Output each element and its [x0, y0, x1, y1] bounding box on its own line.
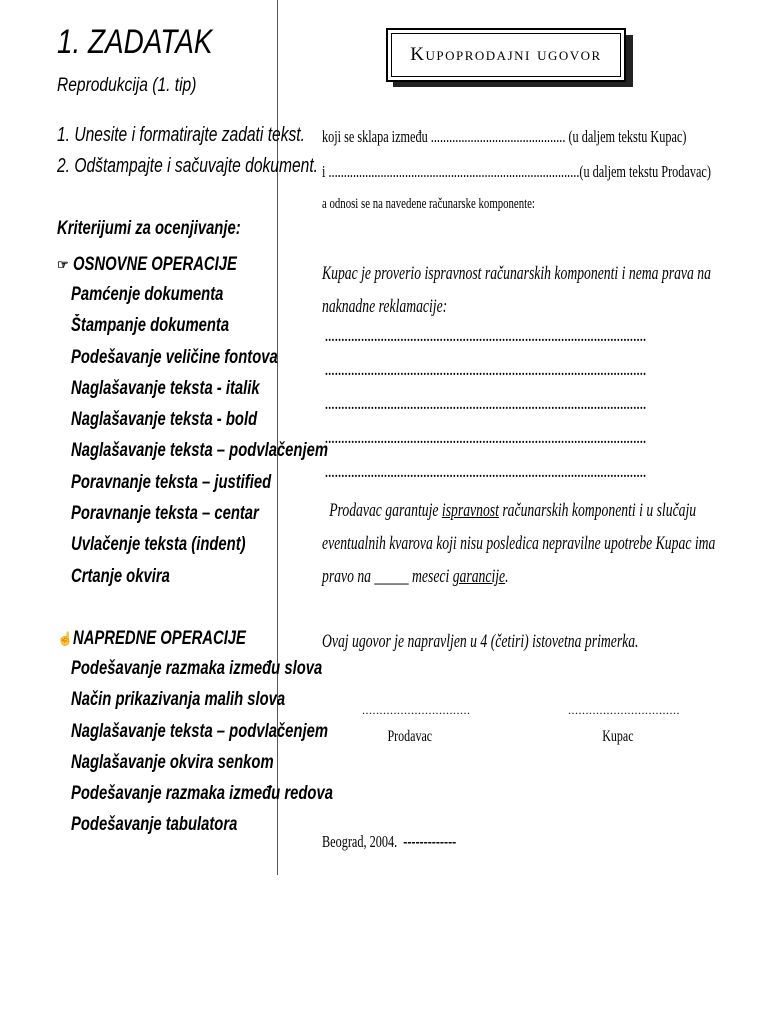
list-item: Način prikazivanja malih slova — [71, 689, 286, 711]
list-item: Naglašavanje teksta - bold — [71, 409, 258, 431]
seller-signature — [362, 703, 471, 746]
list-item: Uvlačenje teksta (indent) — [71, 534, 246, 556]
basic-operations-heading: OSNOVNE OPERACIJE — [73, 254, 237, 275]
buyer-label: Kupac — [602, 728, 634, 745]
buyer-signature — [568, 703, 680, 746]
list-item: Podešavanje razmaka između slova — [71, 658, 323, 679]
contract-line-components: a odnosi se na navedene računarske komponente: — [322, 196, 535, 212]
list-item: Podešavanje tabulatora — [71, 814, 238, 836]
paragraph-copies: Ovaj ugovor je napravljen u 4 (četiri) istovetna primerka. — [322, 631, 639, 652]
list-item: Naglašavanje teksta - italik — [71, 377, 260, 399]
contract-line-seller: i ..................................................................................(u daljem tekstu Prodavac) — [322, 162, 711, 181]
task-step: 2. Odštampajte i sačuvajte dokument. — [57, 155, 319, 177]
list-item: Podešavanje veličine fontova — [71, 346, 278, 368]
list-item: Pamćenje dokumenta — [71, 284, 224, 305]
signature-line: ............................... — [362, 703, 471, 717]
list-item: Poravnanje teksta – justified — [71, 471, 272, 493]
dotted-line: .................................................................................................. — [325, 466, 647, 481]
list-item: Naglašavanje okvira senkom — [71, 751, 274, 773]
title-box — [386, 28, 626, 82]
contract-title: Kupoprodajni ugovor — [410, 44, 602, 65]
dotted-line: .................................................................................................. — [325, 398, 647, 413]
paragraph-warranty: Prodavac garantuje ispravnost računarskih komponenti i u slučaju eventualnih kvarova koji nisu posledica nepravilne upotrebe Kupac ima pravo na _____ meseci garancije. — [322, 500, 716, 587]
advanced-operations-heading: NAPREDNE OPERACIJE — [73, 628, 246, 649]
contract-line-buyer: koji se sklapa između ............................................ (u daljem tekstu Kupac) — [322, 127, 687, 146]
task-step: 1. Unesite i formatirajte zadati tekst. — [57, 124, 305, 146]
dotted-line: .................................................................................................. — [325, 432, 647, 447]
signature-line: ................................ — [568, 703, 680, 717]
dotted-line: .................................................................................................. — [325, 364, 647, 379]
criteria-heading: Kriterijumi za ocenjivanje: — [57, 218, 241, 239]
seller-label: Prodavac — [387, 728, 432, 745]
paragraph-inspection: Kupac je proverio ispravnost računarskih komponenti i nema prava na naknadne reklamacije: — [322, 263, 711, 317]
list-item: Štampanje dokumenta — [71, 315, 230, 337]
list-item: Naglašavanje teksta – podvlačenjem — [71, 440, 329, 462]
task-subtitle: Reprodukcija (1. tip) — [57, 75, 197, 96]
pointing-hand-icon: ☞ — [57, 257, 69, 272]
list-item: Crtanje okvira — [71, 565, 170, 587]
task-title: 1. ZADATAK — [57, 23, 213, 61]
list-item: Podešavanje razmaka između redova — [71, 783, 333, 805]
hand-icon: ☝ — [57, 631, 74, 646]
dotted-line: .................................................................................................. — [325, 330, 647, 345]
place-date: Beograd, 2004. ------------- — [322, 832, 457, 851]
date-dashes: ------------- — [403, 832, 457, 851]
list-item: Poravnanje teksta – centar — [71, 503, 259, 525]
list-item: Naglašavanje teksta – podvlačenjem — [71, 720, 329, 742]
